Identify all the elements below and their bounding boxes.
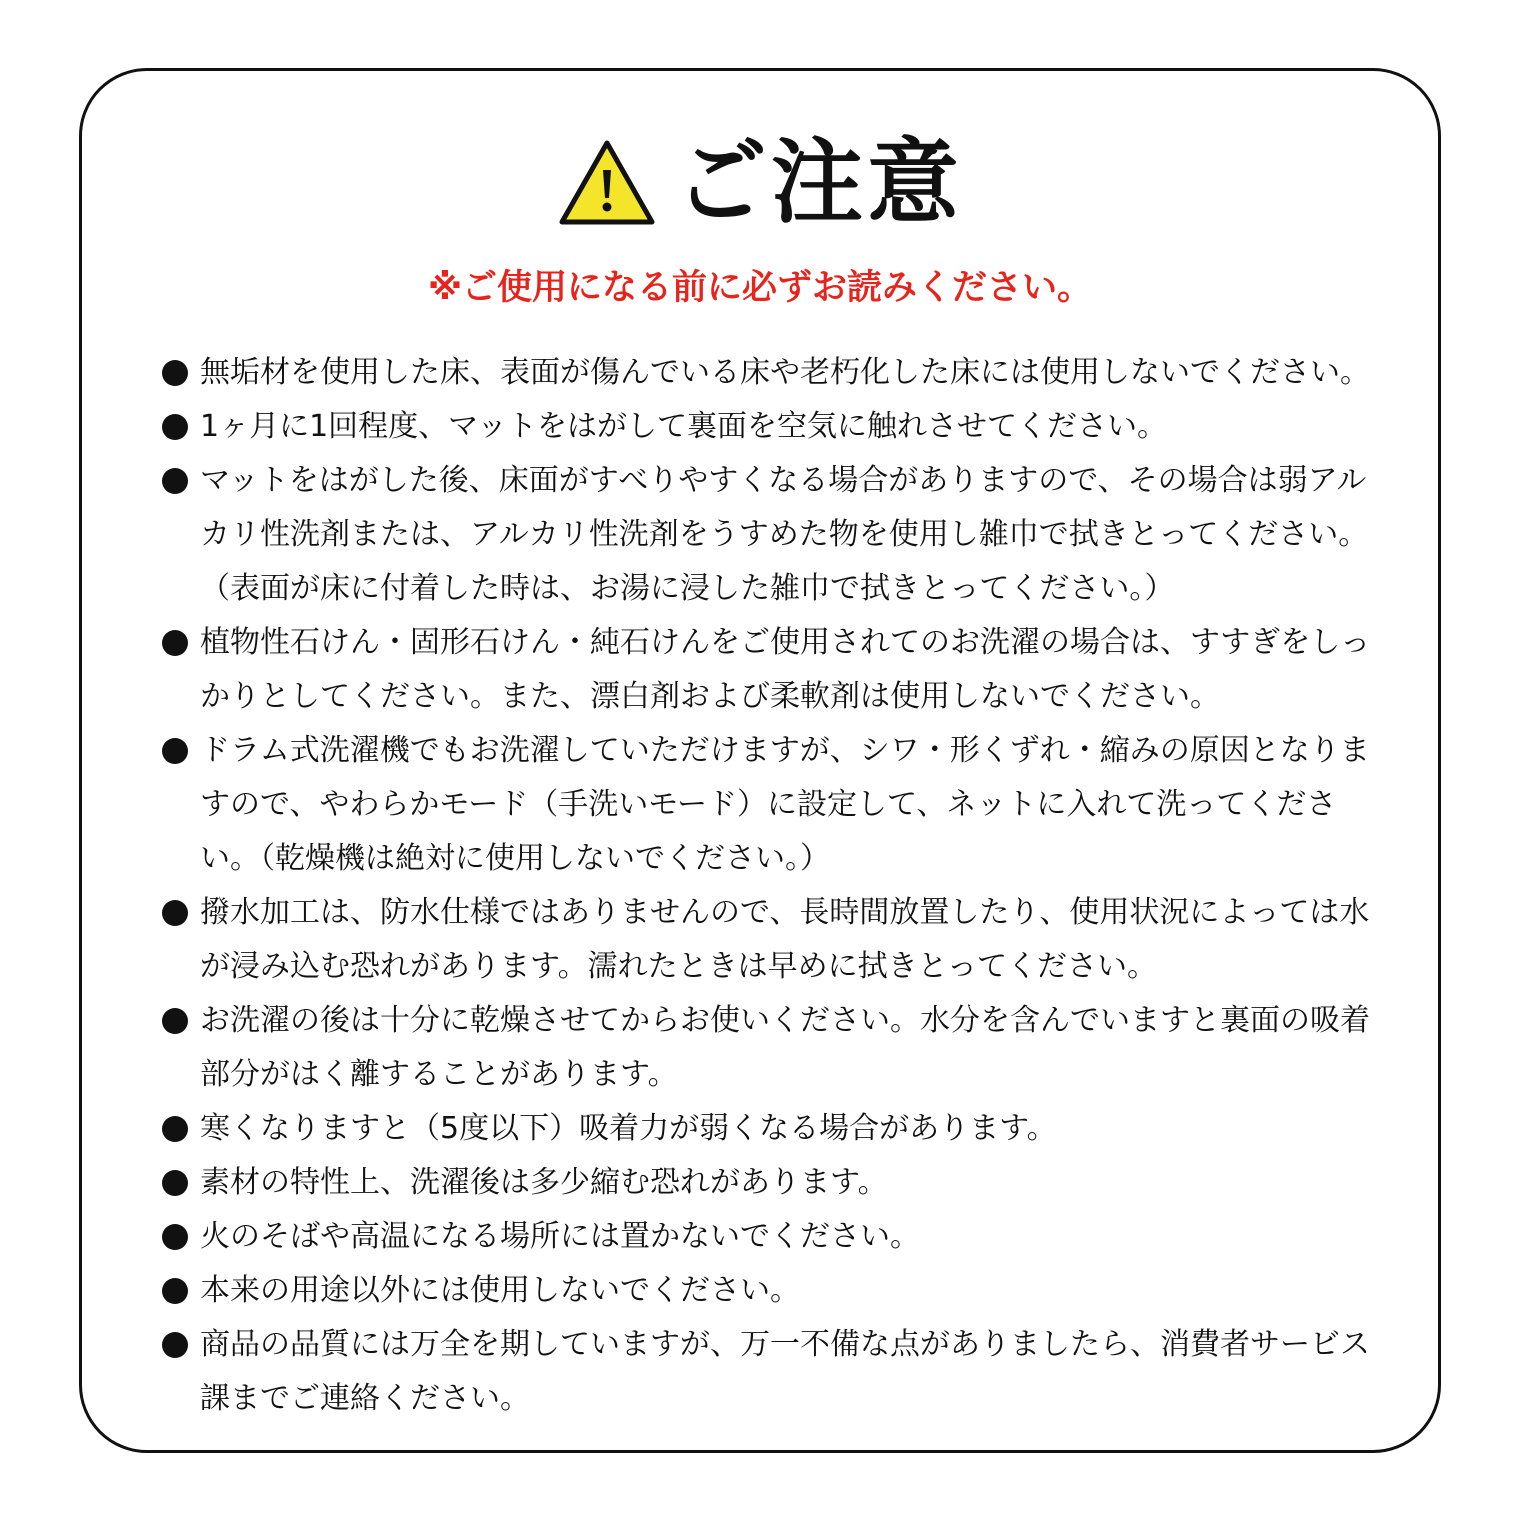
caution-item — [162, 1264, 1392, 1318]
caution-item — [162, 1210, 1392, 1264]
bullet-icon — [162, 454, 192, 508]
caution-item — [162, 1156, 1392, 1210]
caution-text: 素材の特性上、洗濯後は多少縮む恐れがあります。 — [200, 1165, 888, 1200]
caution-list — [162, 346, 1392, 1426]
caution-text: 植物性石けん・固形石けん・純石けんをご使用されてのお洗濯の場合は、すすぎをしっかりとしてください。また、漂白剤および柔軟剤は使用しないでください。 — [200, 625, 1371, 714]
bullet-icon — [162, 616, 192, 670]
bullet-icon — [162, 1102, 192, 1156]
bullet-icon — [162, 346, 192, 400]
caution-text: お洗濯の後は十分に乾燥させてからお使いください。水分を含んでいますと裏面の吸着部分がはく離することがあります。 — [200, 1003, 1370, 1092]
bullet-icon — [162, 1156, 192, 1210]
caution-text: 寒くなりますと（5度以下）吸着力が弱くなる場合があります。 — [200, 1111, 1057, 1146]
caution-text: 1ヶ月に1回程度、マットをはがして裏面を空気に触れさせてください。 — [200, 409, 1167, 444]
caution-text: マットをはがした後、床面がすべりやすくなる場合がありますので、その場合は弱アルカリ性洗剤または、アルカリ性洗剤をうすめた物を使用し雑巾で拭きとってください。（表面が床に付着した時は、お湯に浸した雑巾で拭きとってください。） — [200, 463, 1369, 606]
caution-item — [162, 994, 1392, 1102]
bullet-icon — [162, 400, 192, 454]
caution-text: 火のそばや高温になる場所には置かないでください。 — [200, 1219, 920, 1254]
caution-text: ドラム式洗濯機でもお洗濯していただけますが、シワ・形くずれ・縮みの原因となりますので、やわらかモード（手洗いモード）に設定して、ネットに入れて洗ってください。（乾燥機は絶対に使用しないでください。） — [200, 733, 1370, 876]
caution-item — [162, 400, 1392, 454]
caution-item — [162, 1318, 1392, 1426]
caution-text: 商品の品質には万全を期していますが、万一不備な点がありましたら、消費者サービス課までご連絡ください。 — [200, 1327, 1370, 1416]
caution-item — [162, 616, 1392, 724]
warning-triangle-icon — [557, 138, 657, 228]
caution-item — [162, 724, 1392, 886]
caution-item — [162, 346, 1392, 400]
bullet-icon — [162, 1210, 192, 1264]
read-before-use-notice: ※ご使用になる前に必ずお読みください。 — [427, 268, 1093, 308]
title-row — [82, 129, 1438, 236]
bullet-icon — [162, 1264, 192, 1318]
caution-text: 無垢材を使用した床、表面が傷んでいる床や老朽化した床には使用しないでください。 — [200, 355, 1370, 390]
caution-item — [162, 454, 1392, 616]
bullet-icon — [162, 886, 192, 940]
caution-item — [162, 1102, 1392, 1156]
caution-text: 撥水加工は、防水仕様ではありませんので、長時間放置したり、使用状況によっては水が浸み込む恐れがあります。濡れたときは早めに拭きとってください。 — [200, 895, 1370, 984]
caution-item — [162, 886, 1392, 994]
notice-card — [79, 68, 1441, 1453]
bullet-icon — [162, 994, 192, 1048]
page-title: ご注意 — [674, 129, 963, 236]
bullet-icon — [162, 724, 192, 778]
bullet-icon — [162, 1318, 192, 1372]
caution-text: 本来の用途以外には使用しないでください。 — [200, 1273, 800, 1308]
